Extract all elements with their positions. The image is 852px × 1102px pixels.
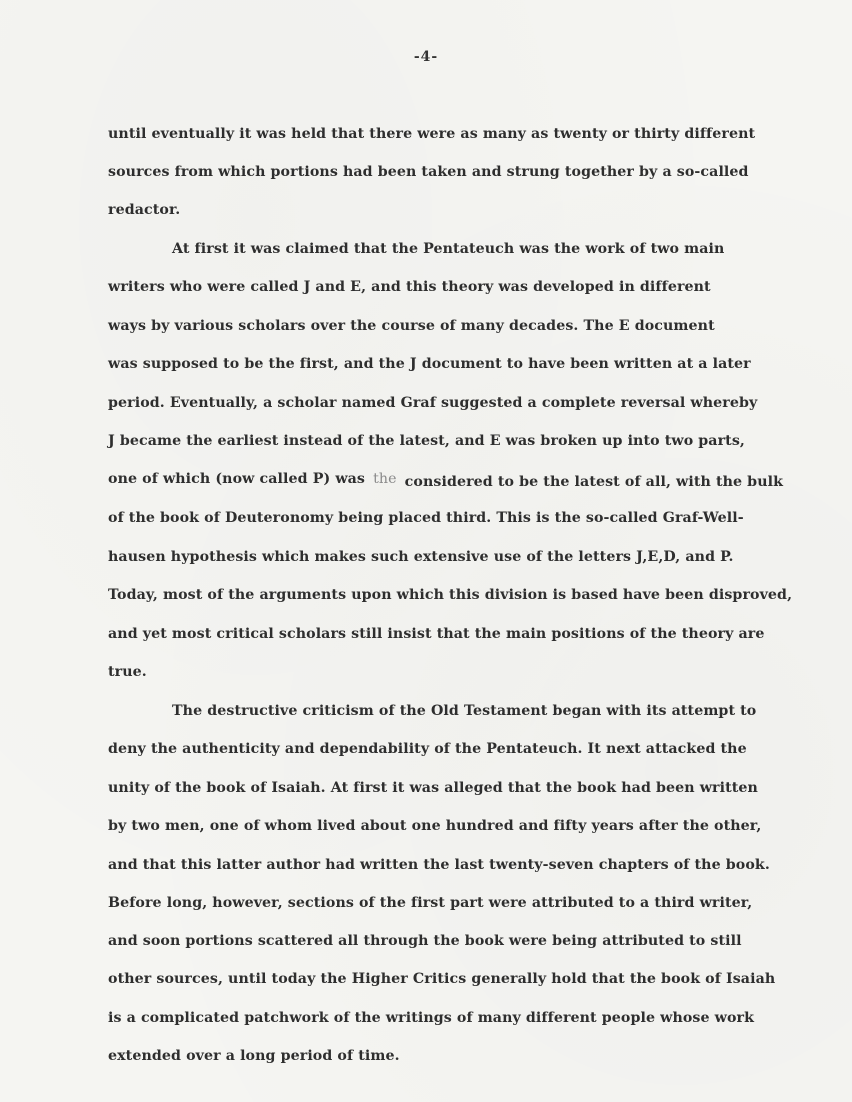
text-line: J became the earliest instead of the latest, and E was broken up into two parts,: [108, 433, 745, 449]
paragraph-start-line: At first it was claimed that the Pentateuch was the work of two main: [172, 241, 725, 257]
text-line: is a complicated patchwork of the writings of many different people whose work: [108, 1010, 755, 1026]
text-line: hausen hypothesis which makes such extensive use of the letters J,E,D, and P.: [108, 549, 734, 565]
text-line: of the book of Deuteronomy being placed third. This is the so-called Graf-Well-: [108, 510, 744, 526]
page-number: -4-: [413, 49, 439, 65]
text-line: Today, most of the arguments upon which this division is based have been disproved,: [108, 587, 793, 603]
typed-correction: considered to be the latest of all, with the bulk: [404, 474, 784, 490]
text-line: other sources, until today the Higher Critics generally hold that the book of Isaiah: [108, 971, 776, 987]
text-line: extended over a long period of time.: [108, 1048, 400, 1064]
text-line: period. Eventually, a scholar named Graf suggested a complete reversal whereby: [108, 395, 758, 411]
struck-word: the: [373, 471, 397, 487]
text-line: deny the authenticity and dependability of the Pentateuch. It next attacked the: [108, 741, 747, 757]
text-line: and soon portions scattered all through the book were being attributed to still: [108, 933, 742, 949]
text-line: until eventually it was held that there were as many as twenty or thirty different: [108, 126, 756, 142]
text-line: true.: [108, 664, 147, 680]
text-line: unity of the book of Isaiah. At first it was alleged that the book had been written: [108, 780, 758, 796]
text-line: Before long, however, sections of the first part were attributed to a third writer,: [108, 895, 753, 911]
text-line: writers who were called J and E, and this theory was developed in different: [108, 279, 711, 295]
text-line: ways by various scholars over the course of many decades. The E document: [108, 318, 715, 334]
text-line: redactor.: [108, 202, 181, 218]
text-line-with-correction: [108, 470, 783, 488]
text-line: sources from which portions had been taken and strung together by a so-called: [108, 164, 749, 180]
text-line: by two men, one of whom lived about one hundred and fifty years after the other,: [108, 818, 762, 834]
paragraph-start-line: The destructive criticism of the Old Testament began with its attempt to: [172, 703, 757, 719]
text-line: and yet most critical scholars still insist that the main positions of the theory are: [108, 626, 765, 642]
text-segment: one of which (now called P) was: [108, 471, 366, 487]
text-line: and that this latter author had written the last twenty-seven chapters of the book.: [108, 857, 770, 873]
text-line: was supposed to be the first, and the J document to have been written at a later: [108, 356, 751, 372]
